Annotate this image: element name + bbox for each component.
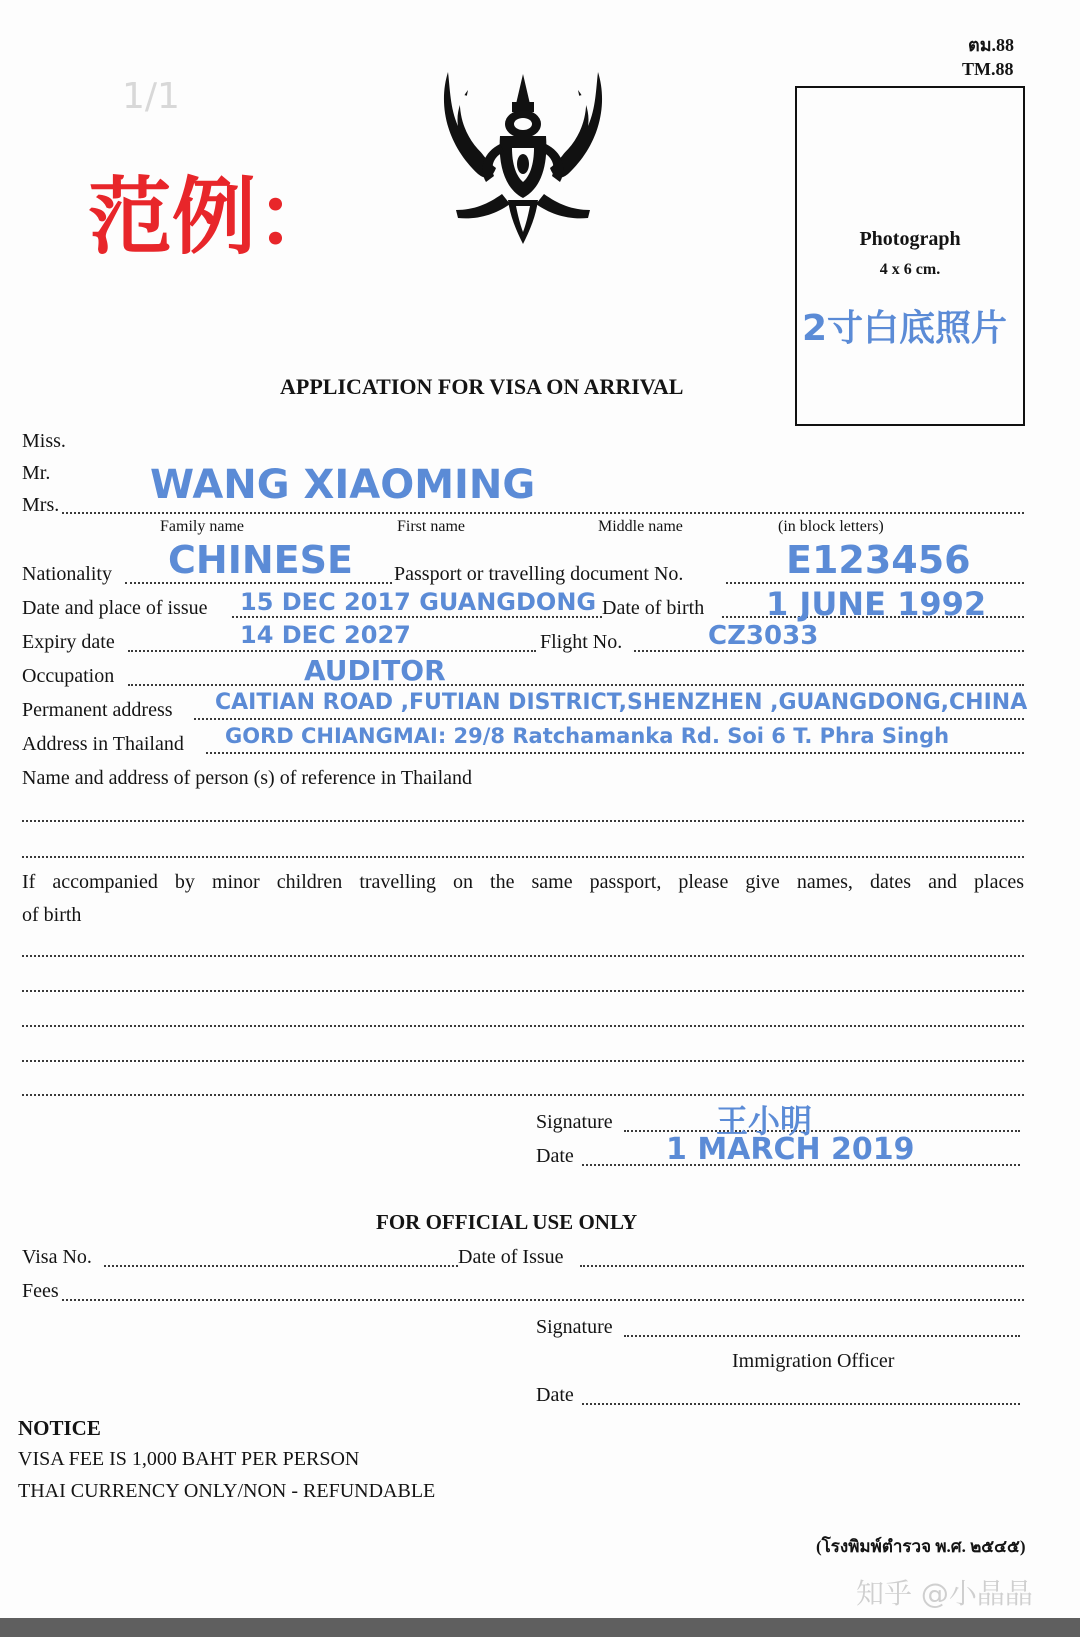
perm-address-label: Permanent address	[22, 699, 173, 721]
middle-name-label: Middle name	[598, 518, 683, 535]
perm-address-value: CAITIAN ROAD ,FUTIAN DISTRICT,SHENZHEN ,GUANGDONG,CHINA	[215, 690, 1028, 715]
officer-signature-line[interactable]	[624, 1335, 1020, 1337]
title-miss: Miss.	[22, 430, 66, 452]
flight-value: CZ3033	[708, 621, 819, 651]
date-value: 1 MARCH 2019	[666, 1132, 915, 1167]
occupation-label: Occupation	[22, 665, 115, 687]
officer-signature-label: Signature	[536, 1316, 613, 1338]
photo-size: 4 x 6 cm.	[879, 261, 941, 278]
passport-label: Passport or travelling document No.	[394, 563, 684, 585]
name-line[interactable]	[62, 512, 1024, 514]
family-name-label: Family name	[160, 518, 244, 535]
dob-label: Date of birth	[602, 597, 705, 619]
signature-label: Signature	[536, 1111, 613, 1133]
official-heading: FOR OFFICIAL USE ONLY	[376, 1210, 638, 1234]
expiry-label: Expiry date	[22, 631, 115, 653]
garuda-emblem-icon	[438, 64, 608, 246]
occupation-value: AUDITOR	[304, 654, 446, 687]
children-line-2[interactable]	[22, 990, 1024, 992]
issue-label: Date and place of issue	[22, 597, 208, 619]
children-text-2: of birth	[22, 904, 82, 926]
page-indicator: 1/1	[122, 76, 180, 117]
date-of-issue-label: Date of Issue	[458, 1246, 564, 1268]
children-line-4[interactable]	[22, 1060, 1024, 1062]
bottom-bar	[0, 1618, 1080, 1637]
printer-note: (โรงพิมพ์ตำรวจ พ.ศ. ๒๕๔๕)	[816, 1537, 1026, 1556]
notice-line-2: THAI CURRENCY ONLY/NON - REFUNDABLE	[18, 1480, 436, 1502]
form-code: TM.88	[962, 59, 1014, 79]
photo-note: 2寸白底照片	[802, 308, 1008, 349]
fees-label: Fees	[22, 1280, 59, 1302]
reference-label: Name and address of person (s) of reference in Thailand	[22, 767, 472, 789]
children-line-5[interactable]	[22, 1094, 1024, 1096]
title-mrs: Mrs.	[22, 494, 60, 516]
nationality-value: CHINESE	[168, 538, 353, 582]
visa-no-label: Visa No.	[22, 1246, 92, 1268]
reference-line-2[interactable]	[22, 856, 1024, 858]
signature-value: 王小明	[716, 1102, 813, 1140]
dob-value: 1 JUNE 1992	[766, 585, 987, 623]
children-line-1[interactable]	[22, 955, 1024, 957]
watermark: 知乎 @小晶晶	[856, 1577, 1033, 1610]
fees-line[interactable]	[62, 1299, 1024, 1301]
officer-date-line[interactable]	[582, 1403, 1020, 1405]
visa-no-line[interactable]	[104, 1265, 458, 1267]
nationality-line[interactable]	[125, 582, 392, 584]
date-of-issue-line[interactable]	[580, 1265, 1024, 1267]
name-value: WANG XIAOMING	[150, 462, 536, 508]
expiry-line[interactable]	[128, 650, 536, 652]
example-label: 范例：	[88, 168, 341, 266]
passport-value: E123456	[786, 538, 971, 582]
expiry-value: 14 DEC 2027	[240, 621, 411, 649]
issue-value: 15 DEC 2017 GUANGDONG	[240, 588, 597, 616]
thai-address-label: Address in Thailand	[22, 733, 184, 755]
date-label: Date	[536, 1145, 574, 1167]
officer-date-label: Date	[536, 1384, 574, 1406]
photo-label: Photograph	[859, 228, 961, 250]
photo-box	[795, 86, 1025, 426]
children-line-3[interactable]	[22, 1025, 1024, 1027]
form-code-thai: ตม.88	[968, 35, 1015, 55]
occupation-line[interactable]	[128, 684, 1024, 686]
flight-line[interactable]	[634, 650, 1024, 652]
form-title: APPLICATION FOR VISA ON ARRIVAL	[280, 374, 684, 399]
flight-label: Flight No.	[540, 631, 623, 653]
title-mr: Mr.	[22, 462, 51, 484]
first-name-label: First name	[397, 518, 465, 535]
block-letters-label: (in block letters)	[778, 518, 884, 535]
perm-address-line[interactable]	[194, 718, 1024, 720]
notice-line-1: VISA FEE IS 1,000 BAHT PER PERSON	[18, 1448, 360, 1470]
reference-line-1[interactable]	[22, 820, 1024, 822]
children-text-1: If accompanied by minor children travelling on the same passport, please give names, dates and places	[22, 871, 1024, 893]
issue-line[interactable]	[232, 616, 602, 618]
thai-address-line[interactable]	[206, 752, 1024, 754]
nationality-label: Nationality	[22, 563, 112, 585]
thai-address-value: GORD CHIANGMAI: 29/8 Ratchamanka Rd. Soi 6 T. Phra Singh	[225, 724, 950, 748]
officer-label: Immigration Officer	[732, 1350, 895, 1372]
passport-line[interactable]	[726, 582, 1024, 584]
notice-heading: NOTICE	[18, 1416, 101, 1440]
